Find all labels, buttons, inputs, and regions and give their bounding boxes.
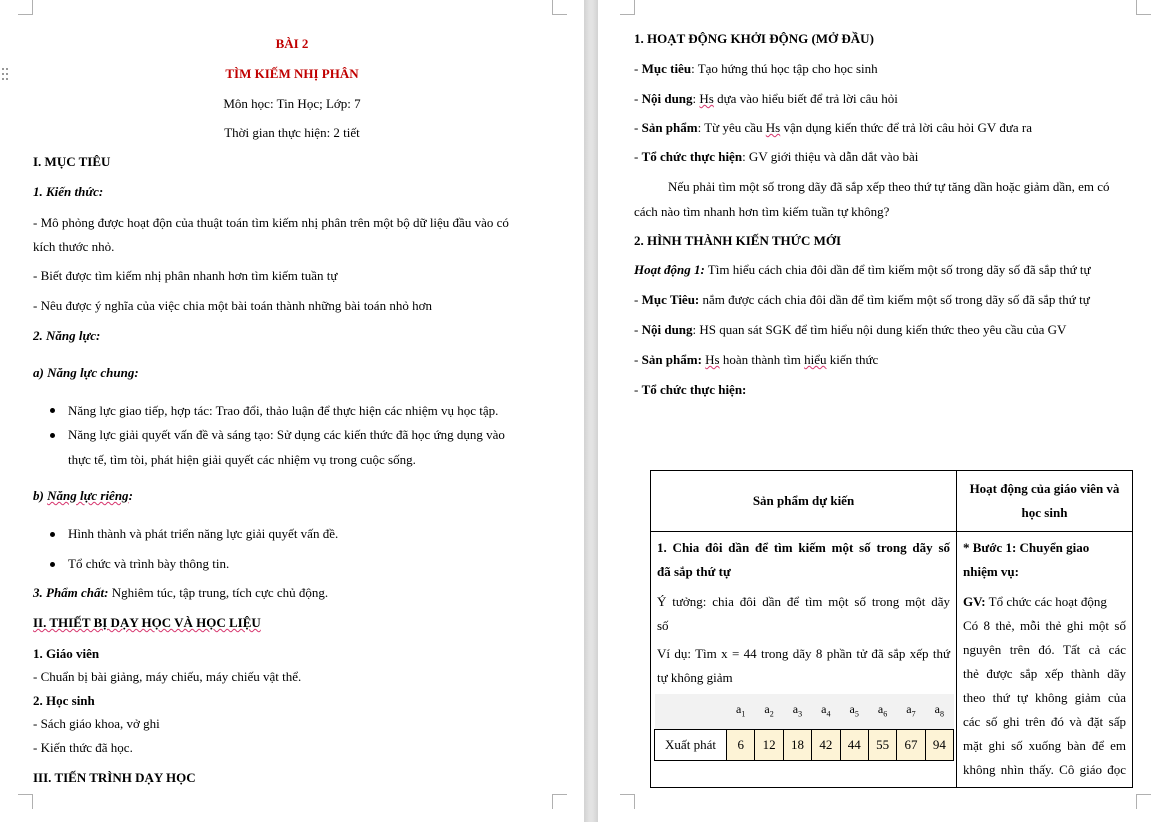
a2-goal-label: Mục Tiêu: bbox=[641, 292, 700, 307]
index-letter: a bbox=[906, 702, 912, 716]
a1-org-line: - Tổ chức thực hiện: GV giới thiệu và dẫn dắt vào bài bbox=[634, 149, 919, 164]
page-corner-mark bbox=[620, 794, 635, 809]
array-index-cell bbox=[868, 694, 896, 730]
array-value-cell: 6 bbox=[727, 730, 755, 761]
gv-line bbox=[963, 590, 1126, 614]
knowledge-heading: 1. Kiến thức: bbox=[33, 184, 104, 199]
question-line-1: Nếu phải tìm một số trong dãy đã sắp xếp theo thứ tự tăng dần hoặc giảm dần, em có bbox=[668, 179, 1110, 194]
index-letter: a bbox=[764, 702, 770, 716]
knowledge-item-3: - Nêu được ý nghĩa của việc chia một bài toán thành những bài toán nhỏ hơn bbox=[33, 298, 432, 313]
product-idea-line-1: Ý tưởng: chia đôi dần để tìm một số trong một dãy bbox=[657, 594, 950, 609]
bullet-icon bbox=[50, 408, 55, 413]
col-header-activity bbox=[957, 471, 1133, 532]
array-value-cell: 55 bbox=[868, 730, 896, 761]
knowledge-item-2: - Biết được tìm kiếm nhị phân nhanh hơn tìm kiếm tuần tự bbox=[33, 268, 338, 283]
activity-cell bbox=[957, 532, 1133, 788]
lesson-number: BÀI 2 bbox=[275, 36, 309, 51]
a1-goal-text: : Tạo hứng thú học tập cho học sinh bbox=[691, 61, 878, 76]
index-letter: a bbox=[934, 702, 940, 716]
section-heading-equipment bbox=[33, 614, 261, 632]
hd1-label: Hoạt động 1: bbox=[634, 262, 705, 277]
page-corner-mark bbox=[1136, 794, 1151, 809]
col-header-product: Sản phẩm dự kiến bbox=[651, 471, 957, 532]
a1-content-line: - Nội dung: Hs dựa vào hiểu biết để trả lời câu hỏi bbox=[634, 91, 898, 106]
a1-goal-line: - Mục tiêu: Tạo hứng thú học tập cho học sinh bbox=[634, 61, 878, 76]
product-example-line-2: tự không giảm bbox=[657, 670, 733, 685]
heading-suffix: : bbox=[128, 488, 133, 503]
page-gutter bbox=[584, 0, 598, 822]
index-letter: a bbox=[821, 702, 827, 716]
general-item-2-cont: thực tế, tìm tòi, phát hiện giải quyết các nhiệm vụ trong cuộc sống. bbox=[68, 452, 416, 467]
gv-label: GV: bbox=[963, 594, 986, 609]
page-corner-mark bbox=[18, 794, 33, 809]
a1-org-text: : GV giới thiệu và dẫn dắt vào bài bbox=[742, 149, 919, 164]
index-subscript: 4 bbox=[826, 709, 831, 719]
index-subscript: 6 bbox=[883, 709, 888, 719]
teacher-heading: 1. Giáo viên bbox=[33, 646, 100, 661]
index-subscript: 3 bbox=[798, 709, 803, 719]
activity-text-line: thẻ được sắp xếp thành dãy bbox=[963, 666, 1126, 681]
knowledge-item-1: - Mô phỏng được hoạt độn của thuật toán tìm kiếm nhị phân trên một bộ dữ liệu đầu vào có bbox=[33, 215, 509, 230]
a2-product-label: Sản phẩm: bbox=[641, 352, 702, 367]
a2-org-line: - Tổ chức thực hiện: bbox=[634, 382, 747, 397]
col-header-activity-line-2: học sinh bbox=[1021, 505, 1068, 520]
a2-content-text: : HS quan sát SGK để tìm hiểu nội dung kiến thức theo yêu cầu của GV bbox=[692, 322, 1067, 337]
document-page-right bbox=[598, 0, 1164, 822]
page-corner-mark bbox=[18, 0, 33, 15]
specific-competence-heading bbox=[33, 487, 133, 505]
product-title-line-1: 1. Chia đôi dần để tìm kiếm một số trong dãy số bbox=[657, 540, 950, 555]
array-value-cell: 67 bbox=[897, 730, 925, 761]
product-example-line-1: Ví dụ: Tìm x = 44 trong dãy 8 phần tử đã sắp xếp thứ bbox=[657, 646, 950, 661]
student-item-1: - Sách giáo khoa, vở ghi bbox=[33, 716, 160, 731]
index-subscript: 5 bbox=[854, 709, 859, 719]
index-subscript: 8 bbox=[939, 709, 944, 719]
general-item-1: Năng lực giao tiếp, hợp tác: Trao đổi, thảo luận để thực hiện các nhiệm vụ học tập. bbox=[68, 403, 499, 418]
a1-content-label: Nội dung bbox=[641, 91, 693, 106]
index-subscript: 7 bbox=[911, 709, 916, 719]
array-index-cell bbox=[727, 694, 755, 730]
section-heading-equipment-text: II. THIẾT BỊ DẠY HỌC VÀ HỌC LIỆU bbox=[33, 615, 261, 630]
product-idea-line-2: số bbox=[657, 618, 669, 633]
index-subscript: 1 bbox=[741, 709, 746, 719]
activity-text-line: các số ghi trên đó và đặt sấp bbox=[963, 714, 1126, 729]
student-item-2: - Kiến thức đã học. bbox=[33, 740, 133, 755]
gv-text: Tổ chức các hoạt động bbox=[985, 594, 1107, 609]
teacher-item: - Chuẩn bị bài giảng, máy chiếu, máy chiếu vật thể. bbox=[33, 669, 302, 684]
index-letter: a bbox=[877, 702, 884, 716]
index-letter: a bbox=[792, 702, 799, 716]
a2-content-label: Nội dung bbox=[641, 322, 693, 337]
array-table bbox=[654, 694, 954, 761]
index-letter: a bbox=[736, 702, 742, 716]
a2-goal-line: - Mục Tiêu: nắm được cách chia đôi dần để tìm kiếm một số trong dãy số đã sắp thứ tự bbox=[634, 292, 1090, 307]
a2-product-mid: hoàn thành tìm bbox=[719, 352, 805, 367]
index-letter: a bbox=[849, 702, 855, 716]
question-line-2: cách nào tìm nhanh hơn tìm kiếm tuần tự không? bbox=[634, 204, 890, 219]
a2-org-label: Tổ chức thực hiện: bbox=[641, 382, 747, 397]
lesson-plan-table bbox=[650, 470, 1133, 788]
table-row bbox=[651, 532, 1133, 788]
array-row-label: Xuất phát bbox=[655, 730, 727, 761]
activity-2-heading: 2. HÌNH THÀNH KIẾN THỨC MỚI bbox=[634, 233, 842, 248]
array-index-cell bbox=[925, 694, 953, 730]
array-value-cell: 94 bbox=[925, 730, 953, 761]
array-index-cell bbox=[755, 694, 783, 730]
quality-line bbox=[33, 584, 328, 602]
page-corner-mark bbox=[620, 0, 635, 15]
hd1-line bbox=[634, 261, 1091, 279]
step-line-1: * Bước 1: Chuyển giao bbox=[963, 540, 1090, 555]
general-competence-heading: a) Năng lực chung: bbox=[33, 365, 139, 380]
array-value-cell: 44 bbox=[840, 730, 868, 761]
col-header-activity-line-1: Hoạt động của giáo viên và bbox=[969, 481, 1120, 496]
a2-product-line: - Sản phẩm: Hs hoàn thành tìm hiểu kiến thức bbox=[634, 352, 879, 367]
a2-product-hs: Hs bbox=[705, 352, 720, 367]
bullet-icon bbox=[50, 562, 55, 567]
product-cell bbox=[651, 532, 957, 788]
specific-item-1: Hình thành và phát triển năng lực giải quyết vấn đề. bbox=[68, 526, 339, 541]
activity-text-line: Có 8 thẻ, mỗi thẻ ghi một số bbox=[963, 618, 1126, 633]
array-index-cell bbox=[840, 694, 868, 730]
lesson-title: TÌM KIẾM NHỊ PHÂN bbox=[225, 66, 359, 81]
array-value-cell: 12 bbox=[755, 730, 783, 761]
page-corner-mark bbox=[552, 0, 567, 15]
a2-content-line: - Nội dung: HS quan sát SGK để tìm hiểu nội dung kiến thức theo yêu cầu của GV bbox=[634, 322, 1067, 337]
step-line-2: nhiệm vụ: bbox=[963, 564, 1019, 579]
bullet-icon bbox=[50, 532, 55, 537]
array-corner-cell bbox=[655, 694, 727, 730]
a2-goal-text: nắm được cách chia đôi dần để tìm kiếm một số trong dãy số đã sắp thứ tự bbox=[699, 292, 1090, 307]
array-index-cell bbox=[812, 694, 840, 730]
activity-text-line: mặt ghi số xuống bàn để em bbox=[963, 738, 1126, 753]
hd1-text: Tìm hiểu cách chia đôi dần để tìm kiếm một số trong dãy số đã sắp thứ tự bbox=[704, 262, 1091, 277]
array-index-row bbox=[655, 694, 954, 730]
section-heading-process: III. TIẾN TRÌNH DẠY HỌC bbox=[33, 770, 196, 785]
a1-product-pre: : Từ yêu cầu bbox=[697, 120, 766, 135]
array-value-cell: 42 bbox=[812, 730, 840, 761]
student-heading: 2. Học sinh bbox=[33, 693, 95, 708]
a2-product-end: kiến thức bbox=[826, 352, 879, 367]
a1-content-text: dựa vào hiểu biết để trả lời câu hỏi bbox=[713, 91, 898, 106]
bullet-icon bbox=[50, 433, 55, 438]
activity-1-heading: 1. HOẠT ĐỘNG KHỞI ĐỘNG (MỞ ĐẦU) bbox=[634, 31, 874, 46]
quality-text: Nghiêm túc, tập trung, tích cực chủ động. bbox=[108, 585, 329, 600]
product-title-line-2: đã sắp thứ tự bbox=[657, 564, 731, 579]
activity-text-line: không nhìn thấy. Cô giáo đọc bbox=[963, 762, 1126, 777]
heading-main: Năng lực riêng bbox=[47, 488, 129, 503]
array-index-cell bbox=[783, 694, 811, 730]
subject-line: Môn học: Tin Học; Lớp: 7 bbox=[223, 96, 361, 111]
general-item-2: Năng lực giải quyết vấn đề và sáng tạo: Sử dụng các kiến thức đã học ứng dụng vào bbox=[68, 427, 505, 442]
heading-prefix: b) bbox=[33, 488, 48, 503]
competence-heading: 2. Năng lực: bbox=[33, 328, 101, 343]
a1-product-text: vận dụng kiến thức để trả lời câu hỏi GV đưa ra bbox=[780, 120, 1033, 135]
array-value-cell: 18 bbox=[783, 730, 811, 761]
section-heading-goals: I. MỤC TIÊU bbox=[33, 154, 111, 169]
array-value-row bbox=[655, 730, 954, 761]
page-corner-mark bbox=[552, 794, 567, 809]
quality-label: 3. Phẩm chất: bbox=[33, 585, 109, 600]
specific-item-2: Tổ chức và trình bày thông tin. bbox=[68, 556, 230, 571]
duration-line: Thời gian thực hiện: 2 tiết bbox=[224, 125, 360, 140]
a1-content-hs: Hs bbox=[699, 91, 714, 106]
activity-text-line: nguyên trên đó. Tất cả các bbox=[963, 642, 1126, 657]
a1-product-line: - Sản phẩm: Từ yêu cầu Hs vận dụng kiến thức để trả lời câu hỏi GV đưa ra bbox=[634, 120, 1033, 135]
a1-product-hs: Hs bbox=[765, 120, 781, 135]
a1-goal-label: Mục tiêu bbox=[641, 61, 692, 76]
a1-org-label: Tổ chức thực hiện bbox=[641, 149, 743, 164]
index-subscript: 2 bbox=[769, 709, 774, 719]
table-header-row bbox=[651, 471, 1133, 532]
array-index-cell bbox=[897, 694, 925, 730]
a1-product-label: Sản phẩm bbox=[641, 120, 698, 135]
a2-product-hieu: hiểu bbox=[804, 352, 827, 367]
page-corner-mark bbox=[1136, 0, 1151, 15]
activity-text-line: theo thứ tự không giảm của bbox=[963, 690, 1126, 705]
knowledge-item-1-cont: kích thước nhỏ. bbox=[33, 239, 115, 254]
